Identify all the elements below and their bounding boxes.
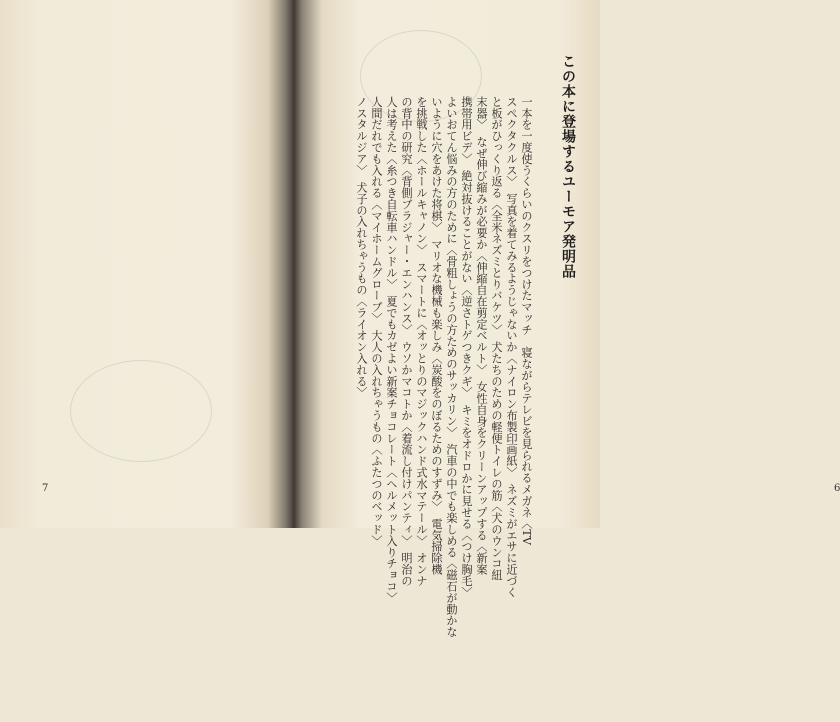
left-page [0,0,292,528]
left-page-number: 7 [42,483,49,494]
right-page [296,0,840,638]
text-line: スペクタクルス〉 写真を着てみるようじゃないか〈ナイロン布製印画紙〉 ネズミがエサに近づく [505,96,518,598]
text-line: いように穴をあけた将棋〉 マリオな機械も楽しみ〈炭酸をのぼるためのすずみ〉 電気掃除機 [430,96,443,575]
text-line: の背中の研究〈背側ブラジャー・エンハンス〉 ウソかマコトか〈着流し付けパンティ〉 明治の [400,96,413,587]
text-line: と板がひっくり返る〈全米ネズミとりバケツ〉 犬たちのための軽便トイレの筋〈犬のウンコ紐 [490,96,503,581]
text-line: 末器〉 なぜ伸び縮みが必要か〈伸縮自在剪定ベルト〉 女性自身をクリーンアップする〈新案 [475,96,488,575]
text-line: よいおてん悩みの方のために〈骨粗しょうの方ためのサッカリン〉 汽車の中でも楽しめる〈磁石が動かな [445,96,458,638]
text-line: 携帯用ビデ〉 絶対抜けることがない〈逆さトゲつきクギ〉 キミをオドロかに見せる〈つけ胸毛〉 [460,96,473,598]
right-page-number: 6 [834,483,840,494]
text-line: 人は考えた〈糸つき自転車ハンドル〉 夏でもカゼよい新案チョコレート〈ヘルメット入りチョコ〉 [385,96,398,604]
page-title: この本に登場するユーモア発明品 [560,54,576,279]
text-line: 一本を一度使うくらいのクスリをつけたマッチ 寝ながらテレビを見られるメガネ〈TV [520,96,533,546]
text-line: を挑戦した〈ホールキャノン〉 スマートに〈オッとりのマジックハンド式水マテール〉 オンナ [415,96,428,587]
text-line: ノスタルジア〉 犬子の入れちゃうもの〈ライオン入れる〉 [355,96,368,399]
right-page-text [354,96,534,638]
text-line: 人間だれでも入れる〈マイホームグローブ〉 大人の入れちゃうもの〈ふたつのベッド〉 [370,96,383,547]
